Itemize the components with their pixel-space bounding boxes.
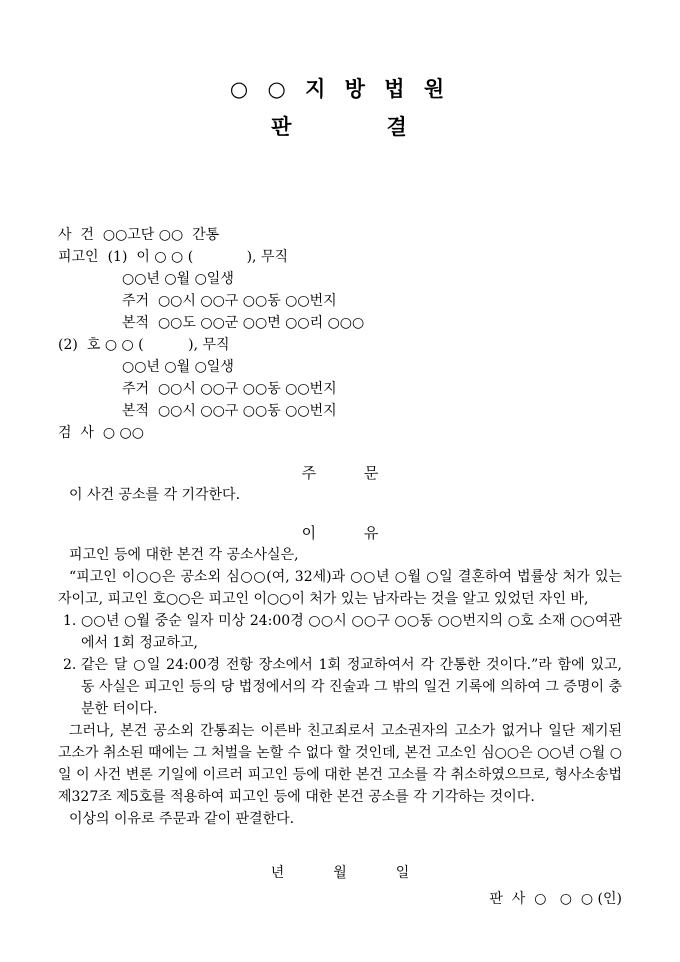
prosecutor-line: 검 사 ○ ○○: [58, 425, 144, 441]
reason-section-heading: 이 유: [301, 524, 379, 542]
defendant-2-number: (2): [58, 337, 78, 353]
date-line: 년 월 일: [270, 865, 410, 881]
charge-item-2-marker: 2.: [63, 657, 77, 673]
case-info-block: [58, 224, 622, 444]
judge-signature-line: 판 사 ○ ○ ○ (인): [489, 891, 622, 907]
defendant-1-residence-line: 주거 ○○시 ○○구 ○○동 ○○번지: [122, 293, 337, 309]
reason-charge-paragraph: “피고인 이○○은 공소외 심○○(여, 32세)과 ○○년 ○월 ○일 결혼하여 법률상 처가 있는 자이고, 피고인 호○○은 피고인 이○○이 처가 있는 남자라는 것을 알고 있었던 자인 바,: [58, 569, 622, 607]
defendant-1-block: [58, 246, 622, 334]
charge-item-2-text: 같은 달 ○일 24:00경 전항 장소에서 1회 정교하여서 각 간통한 것이다.”라 함에 있고, 동 사실은 피고인 등의 당 법정에서의 각 진술과 그 밖의 일건 기록에 의하여 그 증명이 충분한 터이다.: [81, 657, 622, 717]
defendant-1-name-line: [58, 246, 622, 268]
defendant-1-birth-line: ○○년 ○월 ○일생: [122, 271, 234, 287]
reason-closing-paragraph: 이상의 이유로 주문과 같이 판결한다.: [69, 811, 295, 827]
defendant-2-block: [58, 334, 622, 422]
defendant-1-registry-line: 본적 ○○도 ○○군 ○○면 ○○리 ○○○: [122, 315, 365, 331]
court-title: ○ ○ 지 방 법 원: [229, 76, 451, 101]
defendant-label: 피고인: [58, 249, 99, 265]
defendant-2-residence-line: 주거 ○○시 ○○구 ○○동 ○○번지: [122, 381, 337, 397]
defendant-1-name: 이 ○ ○ ( ), 무직: [136, 249, 289, 265]
reason-intro-paragraph: 피고인 등에 대한 본건 각 공소사실은,: [69, 547, 299, 563]
charge-item-2: [63, 654, 622, 720]
defendant-1-number: (1): [107, 249, 128, 265]
reason-section-body: [58, 544, 622, 830]
case-number-line: 사 건 ○○고단 ○○ 간통: [58, 227, 220, 243]
defendant-2-birth-line: ○○년 ○월 ○일생: [122, 359, 234, 375]
reason-conclusion-paragraph: 그러나, 본건 공소외 간통죄는 이른바 친고죄로서 고소권자의 고소가 없거나 일단 제기된 고소가 취소된 때에는 그 처벌을 논할 수 없다 할 것인데, 본건 고소인 심○○은 ○○년 ○월 ○일 이 사건 변론 기일에 이르러 피고인 등에 대한 본건 고소를 각 취소하였으므로, 형사소송법 제327조 제5호를 적용하여 피고인 등에 대한 본건 공소를 각 기각하는 것이다.: [58, 723, 622, 805]
defendant-2-name-line: [58, 334, 622, 356]
charge-item-1-text: ○○년 ○월 중순 일자 미상 24:00경 ○○시 ○○구 ○○동 ○○번지의 ○호 소재 ○○여관에서 1회 정교하고,: [81, 613, 622, 651]
order-section-heading: 주 문: [301, 464, 379, 482]
defendant-2-registry-line: 본적 ○○시 ○○구 ○○동 ○○번지: [122, 403, 337, 419]
defendant-2-name: 호 ○ ○ ( ), 무직: [86, 337, 230, 353]
charge-item-1: [63, 610, 622, 654]
charge-item-1-marker: 1.: [63, 613, 77, 629]
order-body: 이 사건 공소를 각 기각한다.: [69, 487, 241, 503]
document-type-title: 판 결: [271, 114, 409, 139]
